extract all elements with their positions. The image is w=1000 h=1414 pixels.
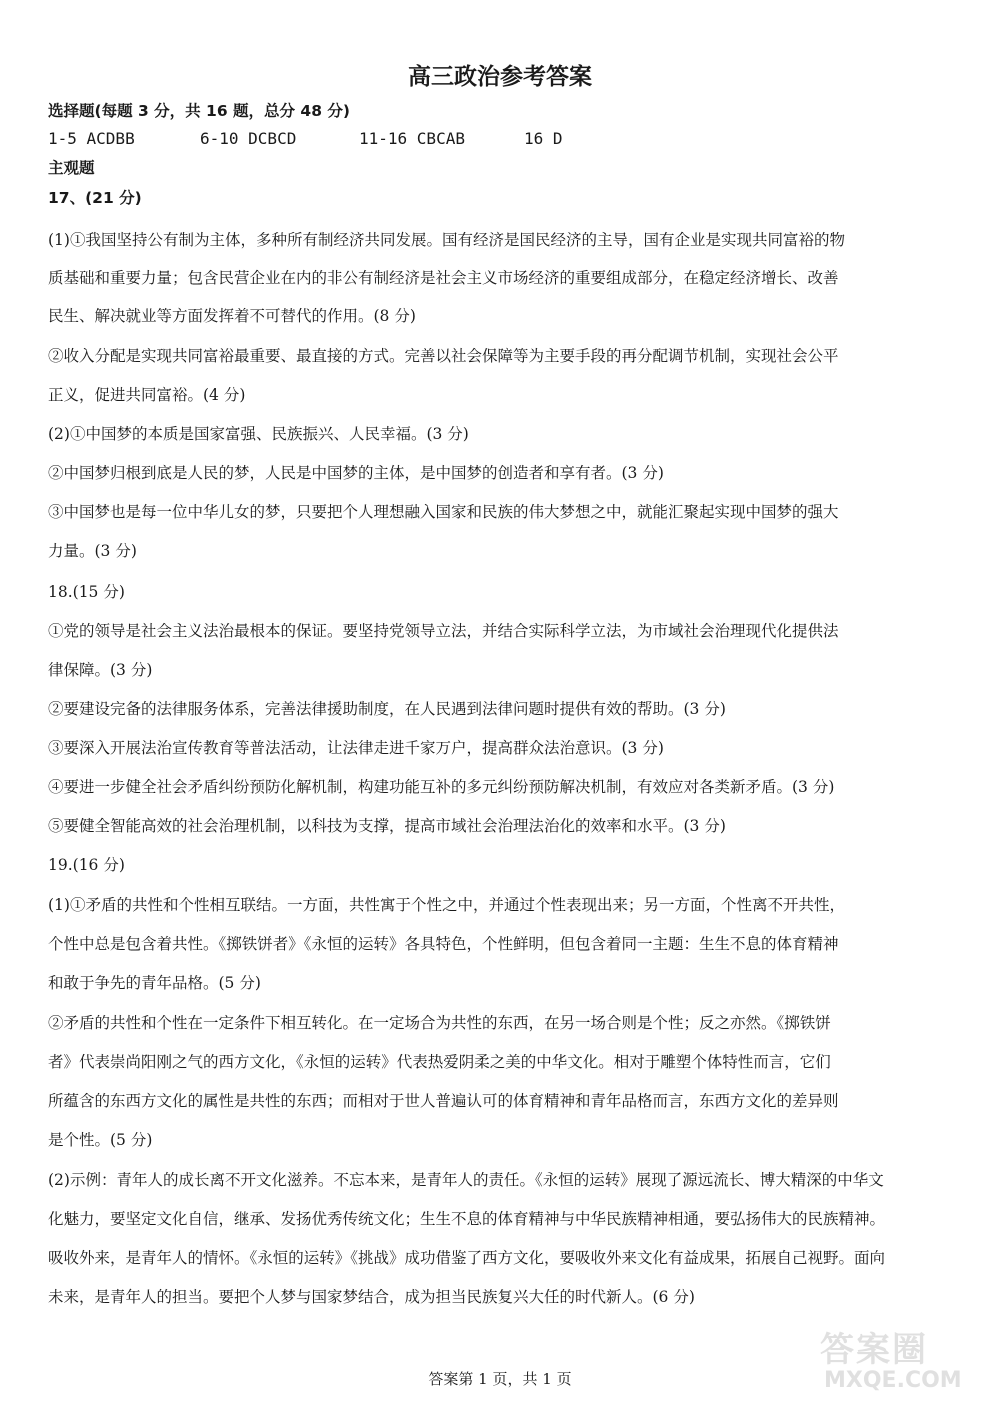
subjective-section-header: 主观题: [48, 159, 95, 177]
choice-answers-1-5: 1-5 ACDBB: [48, 129, 135, 148]
page-footer: 答案第 1 页，共 1 页: [428, 1370, 572, 1388]
paragraph-line: ②中国梦归根到底是人民的梦，人民是中国梦的主体，是中国梦的创造者和享有者。(3 分): [48, 464, 664, 482]
paragraph-line: ③中国梦也是每一位中华儿女的梦，只要把个人理想融入国家和民族的伟大梦想之中，就能汇聚起实现中国梦的强大: [48, 503, 839, 521]
page-title: 高三政治参考答案: [408, 64, 592, 90]
paragraph-line: 民生、解决就业等方面发挥着不可替代的作用。(8 分): [48, 307, 416, 325]
paragraph-line: ②矛盾的共性和个性在一定条件下相互转化。在一定场合为共性的东西，在另一场合则是个性；反之亦然。《掷铁饼: [48, 1014, 831, 1032]
choice-answers-16: 16 D: [524, 129, 563, 148]
paragraph-line: 力量。(3 分): [48, 542, 137, 560]
question-17-header: 17、(21 分): [48, 189, 142, 207]
paragraph-line: (1)①矛盾的共性和个性相互联结。一方面，共性寓于个性之中，并通过个性表现出来；另一方面，个性离不开共性，: [48, 896, 845, 914]
paragraph-line: 正义，促进共同富裕。(4 分): [48, 386, 246, 404]
choice-section-header: 选择题(每题 3 分，共 16 题，总分 48 分): [48, 102, 350, 120]
paragraph-line: ④要进一步健全社会矛盾纠纷预防化解机制，构建功能互补的多元纠纷预防解决机制，有效应对各类新矛盾。(3 分): [48, 778, 835, 796]
question-18-header: 18.(15 分): [48, 583, 125, 601]
paragraph-line: (2)示例：青年人的成长离不开文化滋养。不忘本来，是青年人的责任。《永恒的运转》展现了源远流长、博大精深的中华文: [48, 1171, 884, 1189]
paragraph-line: (1)①我国坚持公有制为主体，多种所有制经济共同发展。国有经济是国民经济的主导，国有企业是实现共同富裕的物: [48, 231, 845, 249]
paragraph-line: 质基础和重要力量；包含民营企业在内的非公有制经济是社会主义市场经济的重要组成部分，在稳定经济增长、改善: [48, 269, 839, 287]
choice-answers-6-10: 6-10 DCBCD: [200, 129, 297, 148]
choice-answers-row: [48, 129, 958, 151]
paragraph-line: 所蕴含的东西方文化的属性是共性的东西；而相对于世人普遍认可的体育精神和青年品格而言，东西方文化的差异则: [48, 1092, 839, 1110]
paragraph-line: ②收入分配是实现共同富裕最重要、最直接的方式。完善以社会保障等为主要手段的再分配调节机制，实现社会公平: [48, 347, 839, 365]
paragraph-line: ②要建设完备的法律服务体系，完善法律援助制度，在人民遇到法律问题时提供有效的帮助。(3 分): [48, 700, 726, 718]
paragraph-line: 未来，是青年人的担当。要把个人梦与国家梦结合，成为担当民族复兴大任的时代新人。(6 分): [48, 1288, 695, 1306]
paragraph-line: 者》代表崇尚阳刚之气的西方文化，《永恒的运转》代表热爱阴柔之美的中华文化。相对于雕塑个体特性而言，它们: [48, 1053, 831, 1071]
paragraph-line: ⑤要健全智能高效的社会治理机制，以科技为支撑，提高市域社会治理法治化的效率和水平。(3 分): [48, 817, 726, 835]
paragraph-line: (2)①中国梦的本质是国家富强、民族振兴、人民幸福。(3 分): [48, 425, 469, 443]
watermark-logo: [820, 1322, 970, 1402]
paragraph-line: ①党的领导是社会主义法治最根本的保证。要坚持党领导立法，并结合实际科学立法，为市域社会治理现代化提供法: [48, 622, 839, 640]
question-19-header: 19.(16 分): [48, 856, 125, 874]
paragraph-line: 个性中总是包含着共性。《掷铁饼者》《永恒的运转》各具特色，个性鲜明，但包含着同一主题：生生不息的体育精神: [48, 935, 839, 953]
watermark-text: 答案圈: [820, 1330, 928, 1370]
paragraph-line: 是个性。(5 分): [48, 1131, 153, 1149]
paragraph-line: 和敢于争先的青年品格。(5 分): [48, 974, 261, 992]
watermark-url: MXQE.COM: [824, 1368, 962, 1393]
choice-answers-11-16: 11-16 CBCAB: [359, 129, 465, 148]
paragraph-line: 吸收外来，是青年人的情怀。《永恒的运转》《挑战》成功借鉴了西方文化，要吸收外来文化有益成果，拓展自己视野。面向: [48, 1249, 886, 1267]
paragraph-line: ③要深入开展法治宣传教育等普法活动，让法律走进千家万户，提高群众法治意识。(3 分): [48, 739, 664, 757]
paragraph-line: 律保障。(3 分): [48, 661, 153, 679]
paragraph-line: 化魅力，要坚定文化自信，继承、发扬优秀传统文化；生生不息的体育精神与中华民族精神相通，要弘扬伟大的民族精神。: [48, 1210, 886, 1228]
